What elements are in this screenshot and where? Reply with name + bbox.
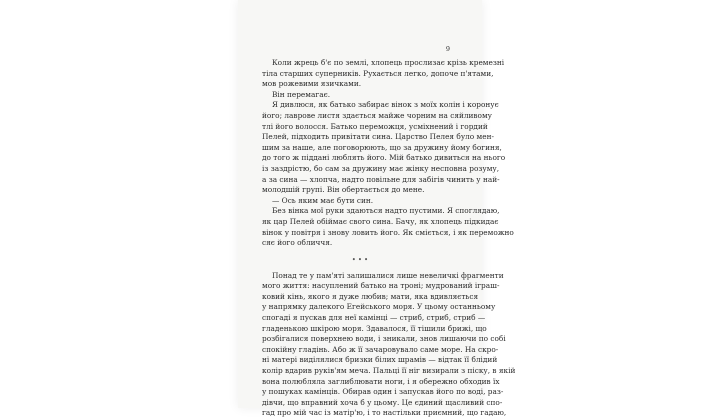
text-line: як цар Пелей обіймає свого сина. Бачу, як хлопець підкидає [262,216,499,226]
text-line: тлі його волосся. Батько переможця, усміхнений і гордий [262,121,488,131]
text-line: із заздрістю, бо сам за дружину має жінку несповна розуму, [262,163,500,173]
paragraph [262,206,514,248]
text-line: ковий кінь, якого я дуже любив; мати, яка вдивляється [262,291,479,301]
text-line: мов рожевими язичками. [262,79,362,89]
text-line: сяє його обличчя. [262,238,333,248]
text-line: Пелей, підходить привітати сина. Царство Пелея було мен- [262,132,494,142]
text-line: молодшій групі. Він обертається до мене. [262,185,425,195]
text-before-divider [262,58,514,249]
text-line: у напрямку далекого Егейського моря. У цьому останньому [262,302,496,312]
text-line: Без вінка мої руки здаються надто пустими. Я споглядаю, [272,206,500,216]
text-line: розбігалися поверхнею води, і зникали, знов лишаючи по собі [262,334,506,344]
text-line: — Ось яким має бути син. [272,195,374,205]
paragraph [262,58,505,90]
text-line: тіла старших суперників. Рухається легко, допоче п'ятами, [262,68,494,78]
paragraph [262,270,516,419]
text-line: а за сина — хлопча, надто повільне для забігів чинить у най- [262,174,500,184]
paragraph [262,196,460,207]
text-line: вінок у повітря і знову ловить його. Як сміється, і як переможно [262,227,514,237]
text-line: гладенькою шкірою моря. Здавалося, її тішили брижі, що [262,323,487,333]
text-line: ні матері виділялися бризки білих шрамів — відтак її блідий [262,355,498,365]
text-line: шим за наше, але поговорюють, що за дружину йому богиня, [262,142,502,152]
book-page [238,0,516,418]
text-line: спогаді я пускав для неї камінці — стриб, стриб, стриб — [262,313,486,323]
text-line: мого життя: насуплений батько на троні; мудрований іграш- [262,281,500,291]
text-line: вона полюбляла заглиблювати ноги, і я обережно обходив їх [262,376,500,386]
text-line: спокійну гладінь. Або ж її зачаровувало саме море. На скро- [262,344,499,354]
text-line: дівчи, що вправний хоча б у цьому. Це єдиний щасливий спо- [262,397,503,407]
section-divider: ••• [351,255,371,264]
text-line: Коли жрець б'є по землі, хлопець прослизає крізь кремезні [272,58,505,67]
paragraph [262,100,506,195]
paragraph [262,90,460,101]
page-text [262,58,516,419]
text-line: Понад те у пам'яті залишалися лише невеличкі фрагменти [272,270,504,280]
text-line: Я дивлюся, як батько забирає вінок з моїх колін і коронує [272,100,499,110]
text-line: до того ж піддані люблять його. Мій батько дивиться на нього [262,153,506,163]
text-after-divider [262,270,516,419]
text-line: у пошуках камінців. Обирав один і запускав його по воді, раз- [262,387,504,397]
text-line: гад про мій час із матір'ю, і то настільки приємний, що гадаю, [262,408,507,418]
text-line: його; лаврове листя здається майже чорним на сяйливому [262,110,493,120]
text-line: Він перемагає. [272,89,331,99]
text-line: колір вдарив руків'ям меча. Пальці її ніг визирали з піску, в якій [262,366,516,376]
page-number: 9 [445,45,450,53]
